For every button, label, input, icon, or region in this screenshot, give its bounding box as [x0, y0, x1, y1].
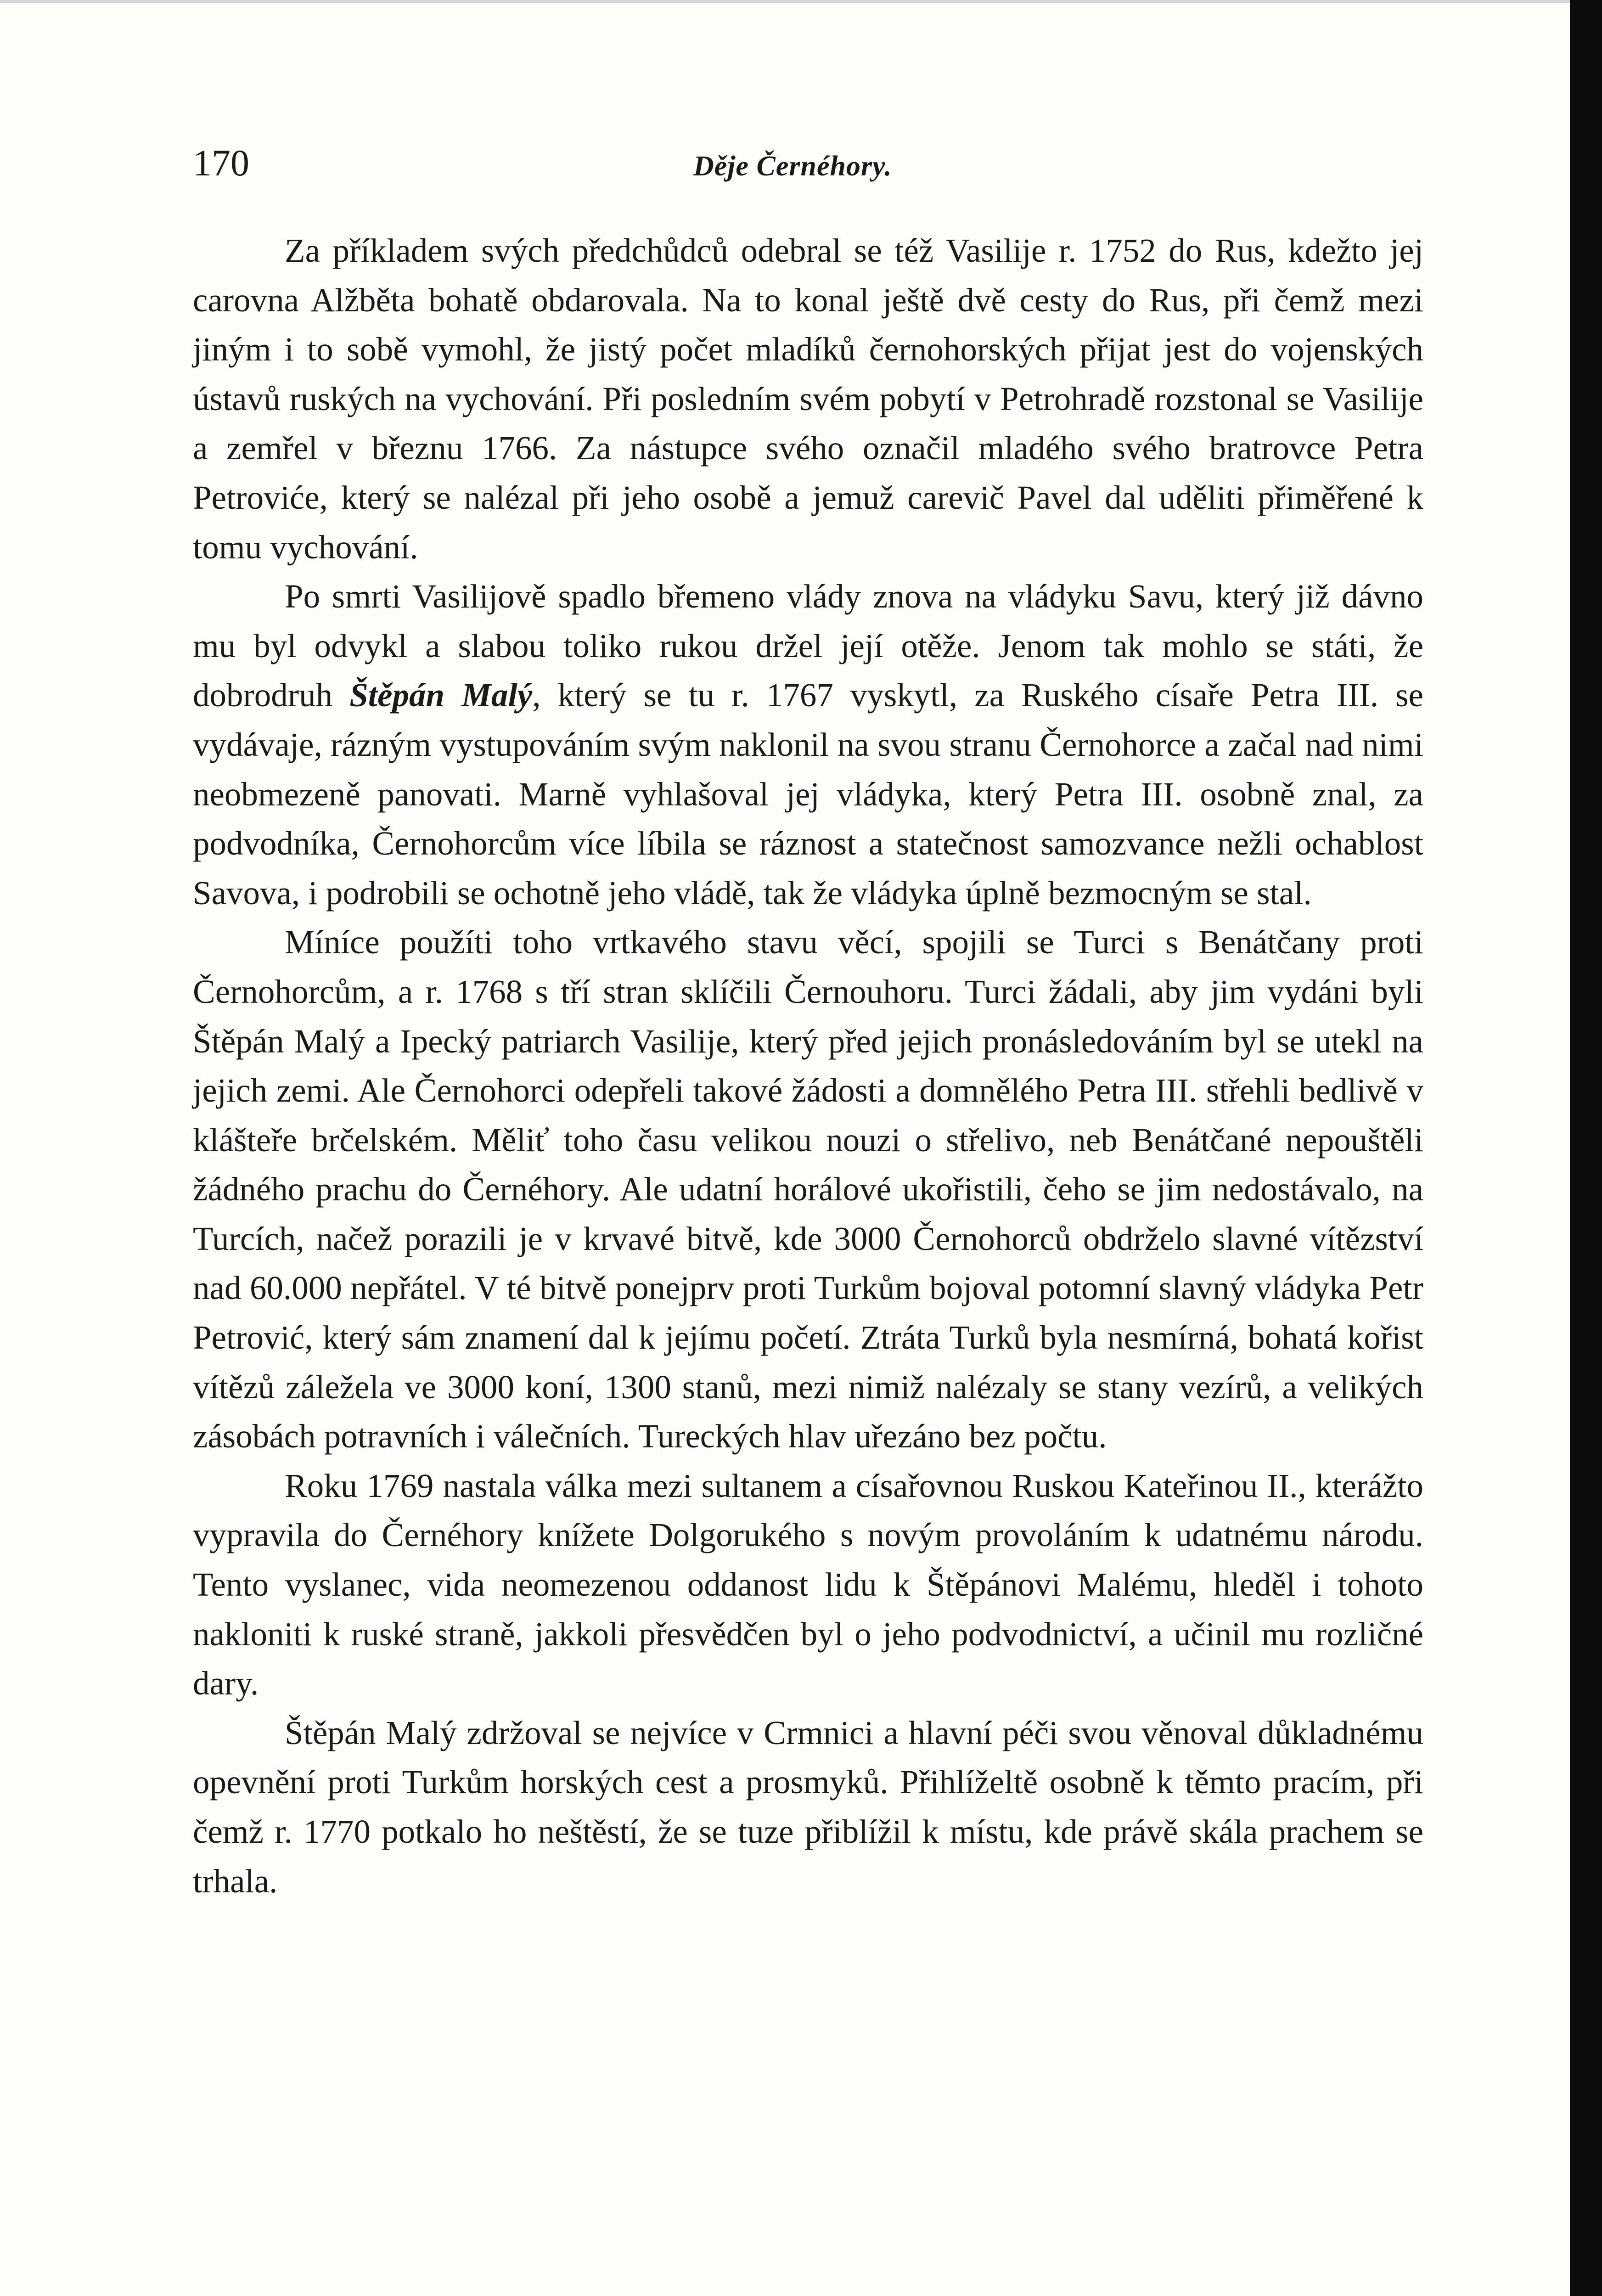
paragraph-2-text-a: Po smrti Vasilijově spadlo břemeno vlády znova na vládyku Savu, který již dávno mu byl odvykl a slabou toliko rukou držel její otěže. Jenom tak mohlo se státi, že dobrodruh — [193, 578, 1423, 714]
page-header — [193, 138, 1433, 197]
running-title: Děje Černéhory. — [693, 151, 892, 182]
paragraph-4-text: Roku 1769 nastala válka mezi sultanem a císařovnou Ruskou Kateřinou II., kterážto vypravila do Černéhory knížete Dolgorukého s novým provoláním k udatnému národu. Tento vyslanec, vida neomezenou oddanost lidu k Štěpánovi Malému, hleděl i tohoto nakloniti k ruské straně, jakkoli přesvědčen byl o jeho podvodnictví, a učinil mu rozličné dary. — [193, 1467, 1423, 1702]
paragraph-1-text: Za příkladem svých předchůdců odebral se též Vasilije r. 1752 do Rus, kdežto jej carovna Alžběta bohatě obdarovala. Na to konal ještě dvě cesty do Rus, při čemž mezi jiným i to sobě vymohl, že jistý počet mladíků černohorských přijat jest do vojenských ústavů ruských na vychování. Při posledním svém pobytí v Petrohradě rozstonal se Vasilije a zemřel v březnu 1766. Za nástupce svého označil mladého svého bratrovce Petra Petroviće, který se nalézal při jeho osobě a jemuž carevič Pavel dal uděliti přiměřené k tomu vychování. — [193, 232, 1423, 566]
paragraph-5 — [193, 1708, 1423, 1906]
scan-border-right — [1570, 0, 1602, 2296]
paragraph-4 — [193, 1461, 1423, 1708]
scan-edge-top — [0, 0, 1570, 3]
paragraph-3 — [193, 917, 1423, 1461]
paragraph-1 — [193, 226, 1423, 572]
body-text — [193, 226, 1423, 1906]
page-number: 170 — [193, 142, 249, 184]
paragraph-3-text: Míníce použíti toho vrtkavého stavu věcí, spojili se Turci s Benátčany proti Černohorcům, a r. 1768 s tří stran sklíčili Černouhoru. Turci žádali, aby jim vydáni byli Štěpán Malý a Ipecký patriarch Vasilije, který před jejich pronásledováním byl se utekl na jejich zemi. Ale Černohorci odepřeli takové žádosti a domnělého Petra III. střehli bedlivě v klášteře brčelském. Měliť toho času velikou nouzi o střelivo, neb Benátčané nepouštěli žádného prachu do Černéhory. Ale udatní horálové ukořistili, čeho se jim nedostávalo, na Turcích, načež porazili je v krvavé bitvě, kde 3000 Černohorců obdrželo slavné vítězství nad 60.000 nepřátel. V té bitvě ponejprv proti Turkům bojoval potomní slavný vládyka Petr Petrović, který sám znamení dal k jejímu početí. Ztráta Turků byla nesmírná, bohatá kořist vítězů záležela ve 3000 koní, 1300 stanů, mezi nimiž nalézaly se stany vezírů, a velikých zásobách potravních i válečních. Tureckých hlav uřezáno bez počtu. — [193, 923, 1423, 1455]
paragraph-2-text-b: , který se tu r. 1767 vyskytl, za Ruského císaře Petra III. se vydávaje, rázným vystupováním svým naklonil na svou stranu Černohorce a začal nad nimi neobmezeně panovati. Marně vyhlašoval jej vládyka, který Petra III. osobně znal, za podvodníka, Černohorcům více líbila se ráznost a statečnost samozvance nežli ochablost Savova, i podrobili se ochotně jeho vládě, tak že vládyka úplně bezmocným se stal. — [193, 676, 1423, 912]
paragraph-5-text: Štěpán Malý zdržoval se nejvíce v Crmnici a hlavní péči svou věnoval důkladnému opevnění proti Turkům horských cest a prosmyků. Přihlíželtě osobně k těmto pracím, při čemž r. 1770 potkalo ho neštěstí, že se tuze přiblížil k místu, kde právě skála prachem se trhala. — [193, 1714, 1423, 1900]
name-stepan-maly: Štěpán Malý — [349, 676, 533, 714]
paragraph-2 — [193, 572, 1423, 917]
